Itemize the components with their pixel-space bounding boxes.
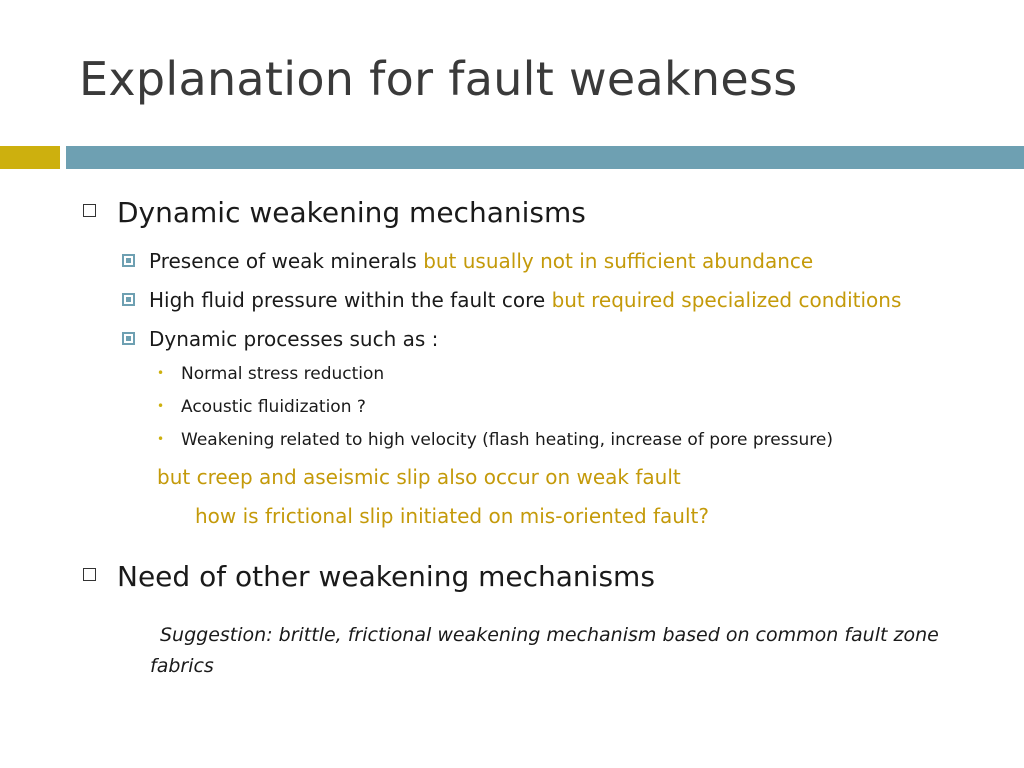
bullet-text: Need of other weakening mechanisms — [117, 560, 655, 593]
note-creep: but creep and aseismic slip also occur on weak fault — [157, 465, 681, 489]
slide-title: Explanation for fault weakness — [79, 52, 798, 106]
bullet-dynamic-weakening — [83, 196, 586, 229]
square-bullet-icon — [122, 293, 135, 306]
square-bullet-icon — [122, 254, 135, 267]
subsubbullet-high-velocity — [157, 430, 833, 450]
subsubbullet-text: Acoustic fluidization ? — [181, 397, 366, 417]
subbullet-text: Presence of weak minerals — [149, 249, 424, 273]
dot-bullet-icon: • — [157, 432, 165, 446]
subbullet-dynamic-processes — [122, 327, 438, 351]
note-frictional-slip: how is frictional slip initiated on mis-oriented fault? — [195, 504, 709, 528]
subbullet-highlight: but usually not in sufficient abundance — [423, 249, 814, 273]
subbullet-fluid-pressure — [122, 288, 901, 312]
subsubbullet-normal-stress — [157, 364, 384, 384]
dot-bullet-icon: • — [157, 366, 165, 380]
title-accent-bar-gold — [0, 146, 60, 169]
subsubbullet-text: Weakening related to high velocity (flash heating, increase of pore pressure) — [181, 430, 833, 450]
subbullet-text: Dynamic processes such as : — [149, 327, 439, 351]
subbullet-weak-minerals — [122, 249, 813, 273]
subsubbullet-acoustic — [157, 397, 366, 417]
title-accent-bar-blue — [66, 146, 1024, 169]
square-bullet-icon — [122, 332, 135, 345]
hollow-square-bullet-icon — [83, 204, 96, 217]
dot-bullet-icon: • — [157, 399, 165, 413]
suggestion-text: Suggestion: brittle, frictional weakening mechanism based on common fault zone fabrics — [150, 624, 939, 677]
hollow-square-bullet-icon — [83, 568, 96, 581]
subsubbullet-text: Normal stress reduction — [181, 364, 385, 384]
subbullet-text: High fluid pressure within the fault core — [149, 288, 552, 312]
bullet-text: Dynamic weakening mechanisms — [117, 196, 586, 229]
subbullet-highlight: but required specialized conditions — [551, 288, 902, 312]
bullet-other-mechanisms — [83, 560, 655, 593]
